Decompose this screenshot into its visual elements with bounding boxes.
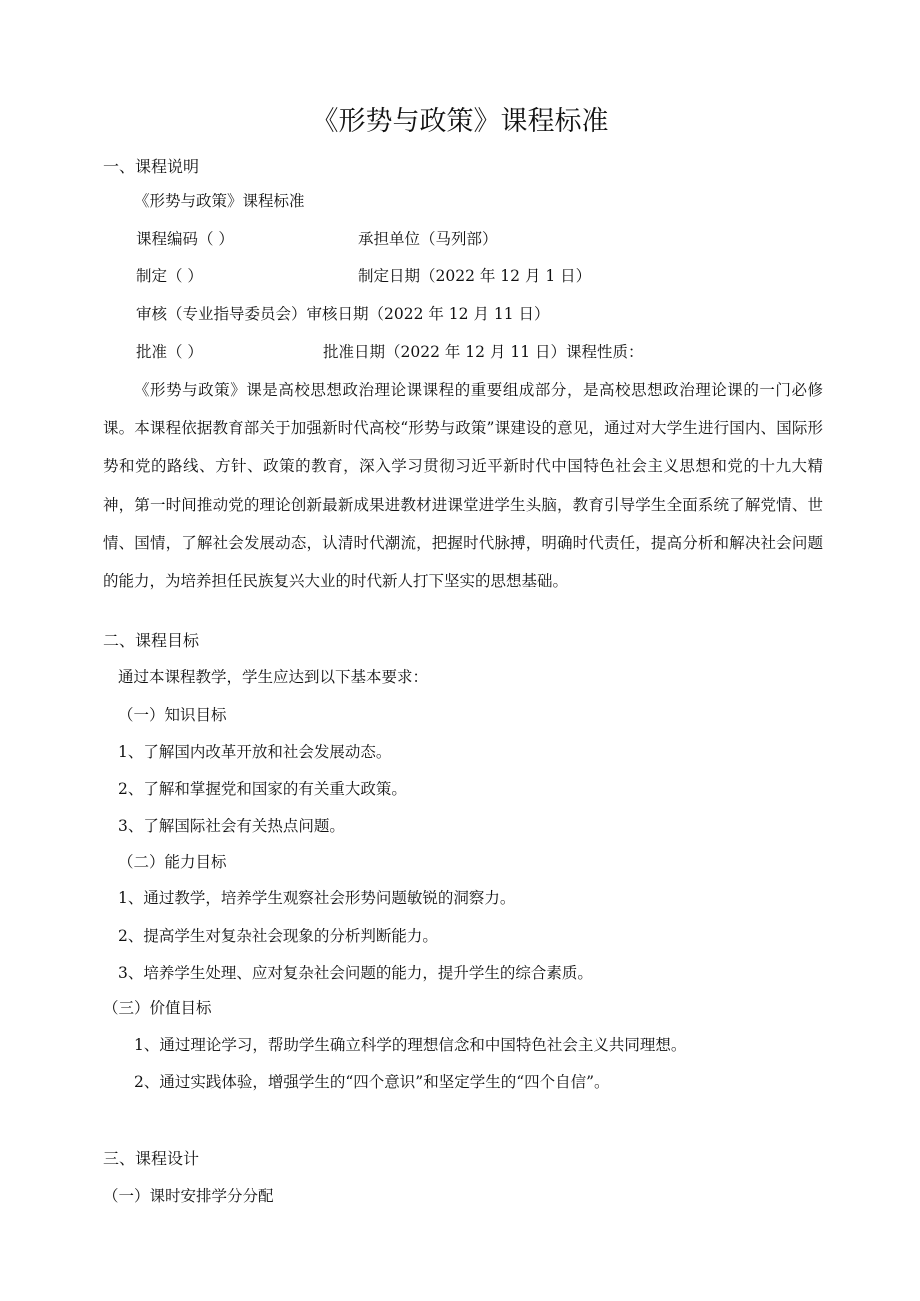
list-item: 3、培养学生处理、应对复杂社会问题的能力，提升学生的综合素质。 <box>118 964 593 982</box>
document-title: 《形势与政策》课程标准 <box>311 106 609 137</box>
course-name: 《形势与政策》课程标准 <box>134 192 305 210</box>
approve-date-field: 批准日期（2022 年 12 月 11 日）课程性质： <box>323 343 644 361</box>
list-item: 2、提高学生对复杂社会现象的分析判断能力。 <box>118 927 438 945</box>
list-item: 3、了解国际社会有关热点问题。 <box>118 817 345 835</box>
course-code-field: 课程编码（ ） <box>136 230 234 248</box>
section1-heading: 一、课程说明 <box>103 157 200 176</box>
approver-field: 批准（ ） <box>136 343 203 361</box>
draft-date-field: 制定日期（2022 年 12 月 1 日） <box>358 267 592 285</box>
list-item: 1、了解国内改革开放和社会发展动态。 <box>118 743 392 761</box>
section2-heading: 二、课程目标 <box>103 631 200 650</box>
list-item: 2、了解和掌握党和国家的有关重大政策。 <box>118 780 407 798</box>
course-nature-paragraph: 《形势与政策》课是高校思想政治理论课课程的重要组成部分，是高校思想政治理论课的一门必修课。本课程依据教育部关于加强新时代高校“形势与政策”课建设的意见，通过对大学生进行国内、国际形势和党的路线、方针、政策的教育，深入学习贯彻习近平新时代中国特色社会主义思想和党的十九大精神，第一时间推动党的理论创新最新成果进教材进课堂进学生头脑，教育引导学生全面系统了解党情、世情、国情，了解社会发展动态，认清时代潮流，把握时代脉搏，明确时代责任，提高分析和解决社会问题的能力，为培养担任民族复兴大业的时代新人打下坚实的思想基础。 <box>103 381 823 591</box>
section3-heading: 三、课程设计 <box>103 1149 200 1168</box>
review-field: 审核（专业指导委员会）审核日期（2022 年 12 月 11 日） <box>136 305 550 323</box>
section3-subheading: （一）课时安排学分分配 <box>103 1187 274 1205</box>
ability-goals-heading: （二）能力目标 <box>118 853 227 871</box>
list-item: 1、通过教学，培养学生观察社会形势问题敏锐的洞察力。 <box>118 889 516 907</box>
list-item: 2、通过实践体验，增强学生的“四个意识”和坚定学生的“四个自信”。 <box>134 1073 610 1091</box>
responsible-unit-field: 承担单位（马列部） <box>358 230 498 248</box>
list-item: 1、通过理论学习，帮助学生确立科学的理想信念和中国特色社会主义共同理想。 <box>134 1036 687 1054</box>
drafter-field: 制定（ ） <box>136 267 203 285</box>
value-goals-heading: （三）价值目标 <box>103 999 212 1017</box>
knowledge-goals-heading: （一）知识目标 <box>118 706 227 724</box>
section2-intro: 通过本课程教学，学生应达到以下基本要求： <box>118 668 429 686</box>
